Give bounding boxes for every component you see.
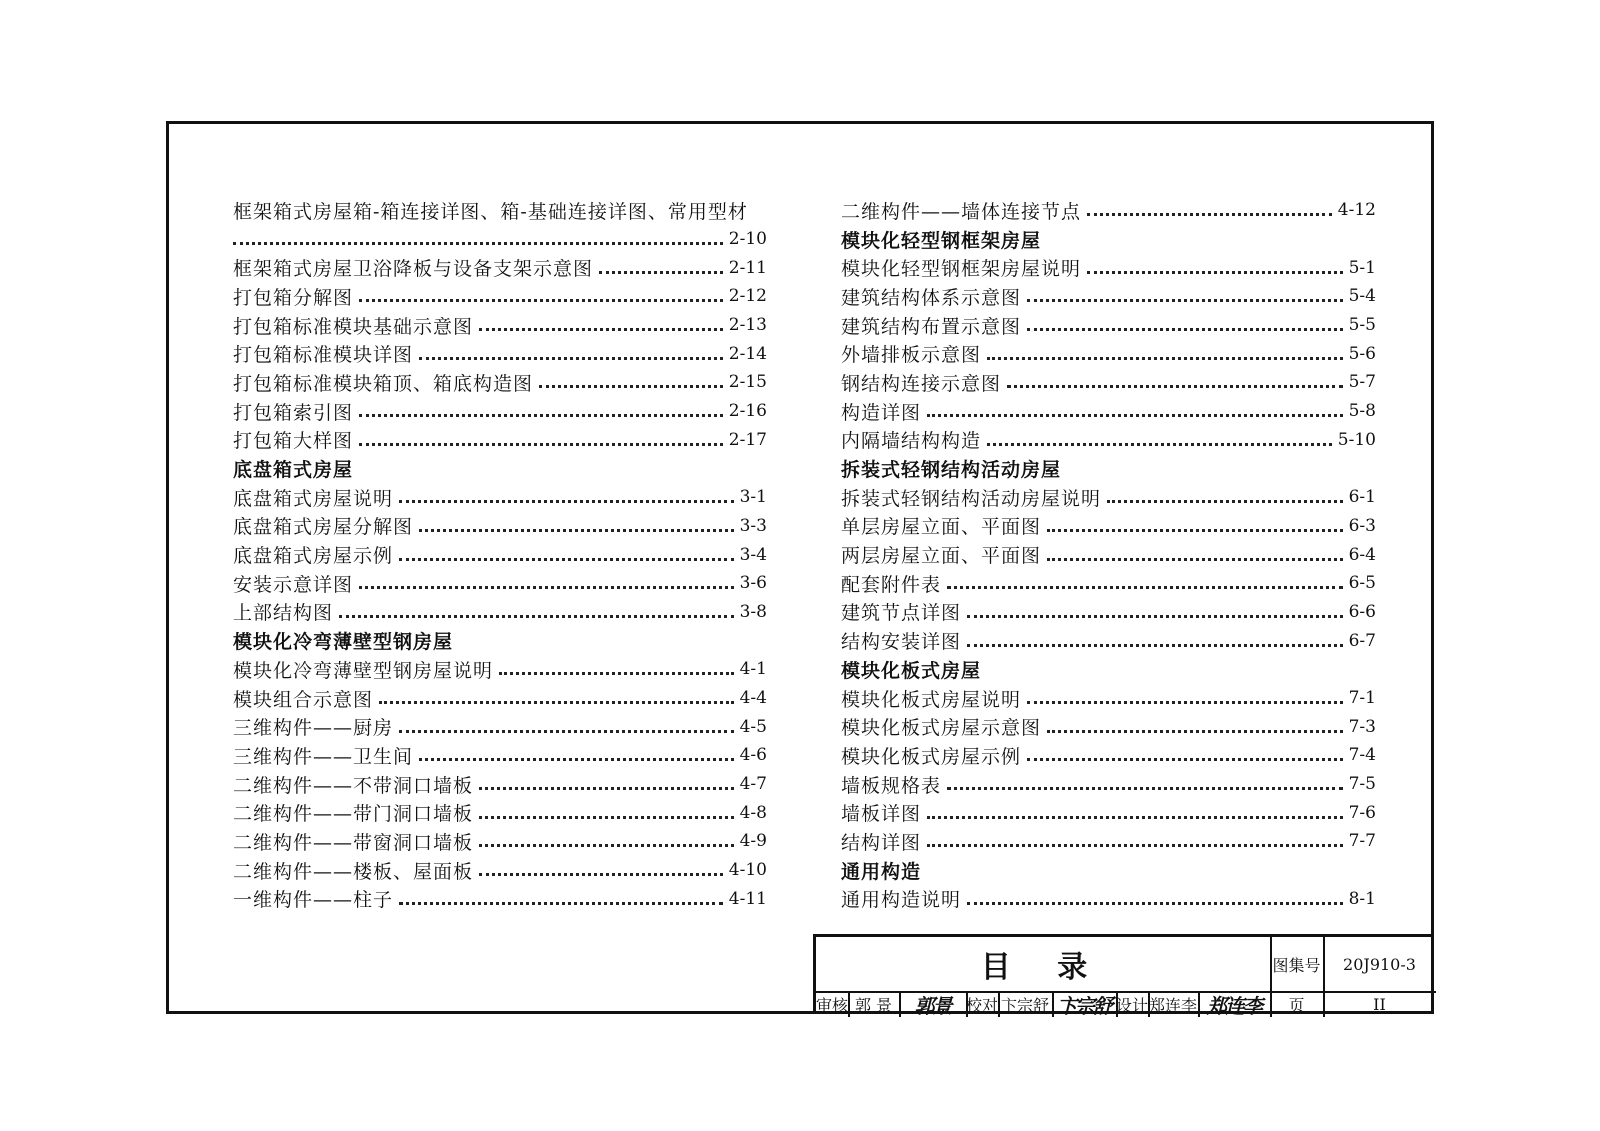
toc-entry[interactable] — [233, 282, 767, 311]
section-heading-text: 模块化冷弯薄壁型钢房屋 — [233, 631, 454, 654]
toc-right-column — [841, 196, 1376, 913]
section-heading-text: 底盘箱式房屋 — [233, 459, 354, 482]
toc-entry-page: 5-5 — [1348, 315, 1376, 336]
toc-entry[interactable] — [841, 253, 1376, 282]
toc-entry-title: 打包箱索引图 — [233, 401, 354, 424]
toc-entry-title: 一维构件——柱子 — [233, 889, 394, 912]
page-number: II — [1373, 994, 1386, 1014]
toc-entry[interactable] — [233, 311, 767, 340]
toc-entry-page: 7-1 — [1348, 688, 1376, 709]
toc-entry[interactable] — [841, 196, 1376, 225]
dot-leader — [339, 614, 734, 618]
toc-entry-page: 7-4 — [1348, 745, 1376, 766]
toc-left-column — [233, 196, 767, 913]
designer-name: 郑连李 — [1148, 995, 1197, 1015]
toc-entry-page: 6-3 — [1348, 515, 1376, 536]
toc-entry[interactable] — [233, 569, 767, 598]
dot-leader — [359, 413, 723, 417]
dot-leader — [419, 356, 723, 360]
dot-leader — [947, 585, 1343, 589]
section-heading-text: 拆装式轻钢结构活动房屋 — [841, 459, 1062, 482]
toc-entry-title: 二维构件——不带洞口墙板 — [233, 774, 474, 797]
toc-entry-title: 底盘箱式房屋说明 — [233, 487, 394, 510]
dot-leader — [927, 815, 1343, 819]
toc-entry-page: 2-13 — [728, 315, 767, 336]
toc-entry-title: 三维构件——卫生间 — [233, 745, 414, 768]
toc-entry-page: 3-6 — [739, 573, 767, 594]
toc-entry[interactable] — [233, 253, 767, 282]
toc-entry[interactable] — [233, 885, 767, 914]
toc-entry[interactable] — [233, 196, 767, 225]
toc-entry-page: 4-4 — [739, 688, 767, 709]
toc-entry-title: 三维构件——厨房 — [233, 717, 394, 740]
page-label: 页 — [1288, 995, 1305, 1015]
toc-entry-page: 7-7 — [1348, 831, 1376, 852]
toc-entry-title: 打包箱标准模块基础示意图 — [233, 315, 474, 338]
toc-entry-page: 5-4 — [1348, 286, 1376, 307]
dot-leader — [359, 585, 734, 589]
toc-section-heading — [841, 454, 1376, 483]
dot-leader — [539, 384, 723, 388]
toc-entry-page: 4-9 — [739, 831, 767, 852]
atlas-label: 图集号 — [1272, 955, 1321, 975]
dot-leader — [1027, 327, 1343, 331]
toc-entry[interactable] — [233, 598, 767, 627]
toc-entry[interactable] — [841, 598, 1376, 627]
dot-leader — [399, 557, 734, 561]
dot-leader — [1027, 757, 1343, 761]
toc-entry-title: 模块化板式房屋说明 — [841, 688, 1022, 711]
toc-entry-page: 2-17 — [728, 429, 767, 450]
toc-entry[interactable] — [841, 827, 1376, 856]
toc-entry-title: 模块化板式房屋示例 — [841, 745, 1022, 768]
toc-entry[interactable] — [841, 626, 1376, 655]
toc-entry-title: 安装示意详图 — [233, 573, 354, 596]
toc-entry-page: 4-7 — [739, 774, 767, 795]
toc-entry-page: 4-11 — [728, 888, 767, 909]
toc-entry[interactable] — [841, 712, 1376, 741]
dot-leader — [967, 643, 1343, 647]
toc-entry-title: 模块化轻型钢框架房屋说明 — [841, 258, 1082, 281]
toc-section-heading — [233, 454, 767, 483]
atlas-number: 20J910-3 — [1343, 954, 1416, 974]
toc-entry-page: 7-5 — [1348, 774, 1376, 795]
toc-entry-title: 建筑结构布置示意图 — [841, 315, 1022, 338]
toc-entry-title: 二维构件——带门洞口墙板 — [233, 803, 474, 826]
toc-entry-page: 8-1 — [1348, 888, 1376, 909]
dot-leader — [947, 786, 1343, 790]
checker-name: 卞宗舒 — [1000, 995, 1049, 1015]
dot-leader — [1047, 528, 1343, 532]
toc-entry-title: 外墙排板示意图 — [841, 344, 982, 367]
dot-leader — [1047, 729, 1343, 733]
toc-entry-title: 配套附件表 — [841, 573, 942, 596]
toc-entry-page: 2-10 — [728, 229, 767, 250]
dot-leader — [359, 442, 723, 446]
check-label: 校对 — [966, 995, 999, 1015]
dot-leader — [399, 729, 734, 733]
toc-entry-title: 二维构件——墙体连接节点 — [841, 200, 1082, 223]
toc-entry-title: 钢结构连接示意图 — [841, 372, 1002, 395]
toc-entry-page: 5-1 — [1348, 257, 1376, 278]
dot-leader — [419, 528, 734, 532]
dot-leader — [479, 327, 723, 331]
toc-entry-page: 3-1 — [739, 487, 767, 508]
dot-leader — [499, 671, 734, 675]
toc-entry[interactable] — [841, 540, 1376, 569]
toc-entry-page: 6-1 — [1348, 487, 1376, 508]
dot-leader — [479, 786, 734, 790]
toc-entry[interactable] — [233, 655, 767, 684]
toc-entry-title: 通用构造说明 — [841, 889, 962, 912]
toc-entry-page: 5-7 — [1348, 372, 1376, 393]
reviewer-signature: 郭景 — [914, 993, 951, 1018]
toc-entry[interactable] — [233, 483, 767, 512]
toc-entry-page: 2-16 — [728, 401, 767, 422]
toc-entry[interactable] — [233, 827, 767, 856]
toc-entry[interactable] — [233, 397, 767, 426]
toc-entry-page: 3-3 — [739, 515, 767, 536]
toc-entry[interactable] — [841, 339, 1376, 368]
toc-entry-page: 6-6 — [1348, 601, 1376, 622]
toc-entry[interactable] — [841, 512, 1376, 541]
toc-entry[interactable] — [841, 397, 1376, 426]
toc-entry-page: 4-8 — [739, 802, 767, 823]
toc-entry-title: 打包箱标准模块箱顶、箱底构造图 — [233, 372, 534, 395]
dot-leader — [399, 499, 734, 503]
section-heading-text: 通用构造 — [841, 860, 922, 883]
toc-entry-page: 4-1 — [739, 659, 767, 680]
dot-leader — [399, 901, 723, 905]
toc-entry-title: 打包箱标准模块详图 — [233, 344, 414, 367]
dot-leader — [967, 901, 1343, 905]
toc-entry-page: 7-6 — [1348, 802, 1376, 823]
toc-entry[interactable] — [233, 770, 767, 799]
toc-entry-page: 6-4 — [1348, 544, 1376, 565]
section-heading-text: 模块化轻型钢框架房屋 — [841, 229, 1042, 252]
toc-entry[interactable] — [841, 426, 1376, 455]
section-heading-text: 模块化板式房屋 — [841, 659, 982, 682]
dot-leader — [927, 413, 1343, 417]
toc-entry[interactable] — [841, 368, 1376, 397]
toc-entry-title: 单层房屋立面、平面图 — [841, 516, 1042, 539]
dot-leader — [599, 270, 723, 274]
toc-entry[interactable] — [841, 569, 1376, 598]
dot-leader — [1087, 212, 1332, 216]
toc-entry[interactable] — [233, 426, 767, 455]
toc-entry-page: 4-12 — [1337, 200, 1376, 221]
dot-leader — [1107, 499, 1343, 503]
dot-leader — [1047, 557, 1343, 561]
toc-section-heading — [841, 225, 1376, 254]
toc-entry[interactable] — [841, 885, 1376, 914]
toc-entry[interactable] — [233, 339, 767, 368]
toc-entry-page: 6-5 — [1348, 573, 1376, 594]
dot-leader — [479, 843, 734, 847]
toc-entry-title: 框架箱式房屋卫浴降板与设备支架示意图 — [233, 258, 594, 281]
toc-entry-page: 5-8 — [1348, 401, 1376, 422]
toc-entry-page: 7-3 — [1348, 716, 1376, 737]
toc-entry[interactable] — [233, 856, 767, 885]
toc-entry[interactable] — [233, 368, 767, 397]
toc-entry-page: 2-15 — [728, 372, 767, 393]
dot-leader — [987, 442, 1332, 446]
dot-leader — [1007, 384, 1343, 388]
toc-entry-title: 建筑节点详图 — [841, 602, 962, 625]
toc-entry[interactable] — [841, 483, 1376, 512]
reviewer-name: 郭 景 — [854, 995, 893, 1015]
dot-leader — [233, 241, 723, 245]
design-label: 设计 — [1116, 995, 1149, 1015]
dot-leader — [1087, 270, 1343, 274]
toc-entry-title: 打包箱大样图 — [233, 430, 354, 453]
toc-entry-title: 二维构件——楼板、屋面板 — [233, 860, 474, 883]
dot-leader — [419, 757, 734, 761]
toc-entry[interactable] — [233, 712, 767, 741]
toc-entry-page: 3-8 — [739, 601, 767, 622]
toc-entry-page: 4-6 — [739, 745, 767, 766]
dot-leader — [479, 872, 723, 876]
toc-entry-title: 墙板详图 — [841, 803, 922, 826]
toc-entry-title: 框架箱式房屋箱-箱连接详图、箱-基础连接详图、常用型材 — [233, 200, 748, 223]
toc-entry[interactable] — [841, 770, 1376, 799]
toc-entry-title: 内隔墙结构构造 — [841, 430, 982, 453]
toc-entry[interactable] — [841, 798, 1376, 827]
toc-section-heading — [841, 856, 1376, 885]
toc-entry[interactable] — [233, 798, 767, 827]
toc-entry[interactable] — [233, 540, 767, 569]
dot-leader — [479, 815, 734, 819]
toc-entry-page: 4-10 — [728, 860, 767, 881]
checker-signature: 卞宗舒 — [1057, 993, 1111, 1018]
toc-entry-page: 2-11 — [728, 257, 767, 278]
toc-entry[interactable] — [233, 512, 767, 541]
designer-signature: 郑连李 — [1207, 993, 1261, 1018]
toc-entry-title: 模块组合示意图 — [233, 688, 374, 711]
toc-entry-title: 拆装式轻钢结构活动房屋说明 — [841, 487, 1102, 510]
toc-entry-title: 结构详图 — [841, 831, 922, 854]
dot-leader — [359, 298, 723, 302]
toc-entry[interactable] — [841, 741, 1376, 770]
dot-leader — [967, 614, 1343, 618]
toc-entry-title: 构造详图 — [841, 401, 922, 424]
toc-entry-title: 上部结构图 — [233, 602, 334, 625]
toc-section-heading — [841, 655, 1376, 684]
toc-entry-title: 两层房屋立面、平面图 — [841, 545, 1042, 568]
dot-leader — [1027, 700, 1343, 704]
toc-section-heading — [233, 626, 767, 655]
toc-entry[interactable] — [233, 684, 767, 713]
toc-entry-page: 2-12 — [728, 286, 767, 307]
toc-entry-title: 二维构件——带窗洞口墙板 — [233, 831, 474, 854]
toc-entry-page: 5-10 — [1337, 429, 1376, 450]
toc-entry-title: 模块化冷弯薄壁型钢房屋说明 — [233, 659, 494, 682]
dot-leader — [927, 843, 1343, 847]
title-block — [813, 934, 1433, 1018]
toc-entry-page: 5-6 — [1348, 343, 1376, 364]
dot-leader — [1027, 298, 1343, 302]
toc-entry-page: 6-7 — [1348, 630, 1376, 651]
toc-entry[interactable] — [233, 741, 767, 770]
dot-leader — [379, 700, 734, 704]
toc-entry-title: 底盘箱式房屋分解图 — [233, 516, 414, 539]
toc-entry-continuation[interactable] — [233, 225, 767, 254]
dot-leader — [987, 356, 1343, 360]
sheet-title: 目 录 — [980, 950, 1106, 985]
toc-entry-title: 模块化板式房屋示意图 — [841, 717, 1042, 740]
toc-entry-page: 2-14 — [728, 343, 767, 364]
toc-entry-title: 结构安装详图 — [841, 631, 962, 654]
toc-entry-page: 4-5 — [739, 716, 767, 737]
toc-entry[interactable] — [841, 311, 1376, 340]
toc-entry[interactable] — [841, 684, 1376, 713]
toc-entry-title: 底盘箱式房屋示例 — [233, 545, 394, 568]
toc-entry-title: 建筑结构体系示意图 — [841, 286, 1022, 309]
toc-entry[interactable] — [841, 282, 1376, 311]
toc-entry-title: 墙板规格表 — [841, 774, 942, 797]
review-label: 审核 — [816, 995, 849, 1015]
toc-entry-title: 打包箱分解图 — [233, 286, 354, 309]
toc-entry-page: 3-4 — [739, 544, 767, 565]
